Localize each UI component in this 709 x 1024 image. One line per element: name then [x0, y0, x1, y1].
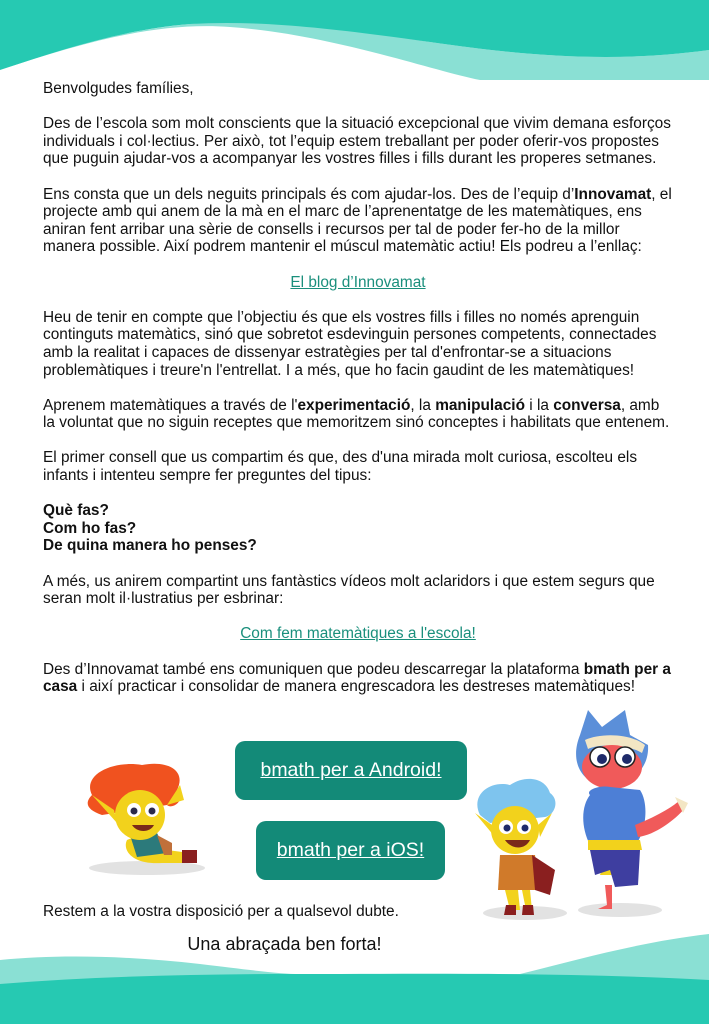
orange-haired-character-illustration	[72, 755, 222, 880]
blue-and-red-characters-illustration	[470, 705, 695, 925]
question: De quina manera ho penses?	[43, 537, 257, 555]
paragraph-innovamat	[43, 186, 673, 256]
footer-wave	[0, 934, 709, 1024]
signoff: Una abraçada ben forta!	[187, 934, 382, 954]
text: , amb la voluntat que no siguin receptes que memoritzem sinó conceptes i habilitats que entenem.	[43, 396, 670, 432]
bold-conversa: conversa	[553, 396, 621, 414]
text: Ens consta que un dels neguits principals és com ajudar-los. Des de l’equip d’	[43, 185, 575, 203]
paragraph-advice: El primer consell que us compartim és que, des d'una mirada molt curiosa, escolteu els infants i intenteu sempre fer preguntes del tipus:	[43, 449, 638, 485]
paragraph-learning	[43, 397, 673, 432]
video-link-row	[43, 625, 673, 643]
letter-body	[43, 80, 673, 696]
text: Aprenem matemàtiques a través de l'	[43, 396, 298, 414]
text: i així practicar i consolidar de manera engrescadora les destreses matemàtiques!	[77, 678, 636, 696]
paragraph-intro: Des de l’escola som molt conscients que la situació excepcional que vivim demana esforços individuals i col·lectius. Per això, tot l’equip estem treballant per poder oferir-vos propostes que puguin ajudar-vos a acompanyar les vostres filles i fills durant les properes setmanes.	[43, 115, 671, 168]
paragraph-objective: Heu de tenir en compte que l’objectiu és que els vostres fills i filles no només aprenguin continguts matemàtics, sinó que sobretot esdevinguin persones competents, connectades amb la realitat i capaces de dissenyar estratègies per tal d'enfrontar-se a situacions problemàtiques i treure'n l'entrellat. I a més, que ho facin gaudint de les matemàtiques!	[43, 308, 657, 379]
bold-bmath: bmath per a casa	[43, 660, 671, 696]
questions-list	[43, 502, 673, 555]
bold-experimentacio: experimentació	[297, 396, 411, 414]
text: i la	[524, 396, 554, 414]
text: , la	[410, 396, 436, 414]
question: Com ho fas?	[43, 519, 137, 537]
bmath-ios-button[interactable]: bmath per a iOS!	[256, 821, 445, 880]
blog-link[interactable]: El blog d’Innovamat	[290, 273, 426, 291]
text: , el projecte amb qui anem de la mà en el marc de l’aprenentatge de les matemàtiques, ens aniran fent arribar una sèrie de consells i recursos per tal de poder fer-ho de la millor manera possible. Així podrem mantenir el múscul matemàtic actiu! Els podreu a l’enllaç:	[43, 185, 672, 256]
bmath-android-button[interactable]: bmath per a Android!	[235, 741, 467, 800]
greeting: Benvolgudes famílies,	[43, 80, 194, 97]
video-link[interactable]: Com fem matemàtiques a l'escola!	[240, 625, 476, 643]
blog-link-row	[43, 274, 673, 292]
bold-manipulacio: manipulació	[435, 396, 525, 414]
paragraph-videos: A més, us anirem compartint uns fantàstics vídeos molt aclaridors i que estem segurs que seran molt il·lustratius per esbrinar:	[43, 572, 655, 608]
text: Des d’Innovamat també ens comuniquen que podeu descarregar la plataforma	[43, 660, 584, 678]
header-wave	[0, 0, 709, 80]
closing-line: Restem a la vostra disposició per a qualsevol dubte.	[43, 903, 399, 920]
question: Què fas?	[43, 502, 109, 520]
bold-innovamat: Innovamat	[574, 185, 652, 203]
paragraph-bmath	[43, 661, 673, 696]
